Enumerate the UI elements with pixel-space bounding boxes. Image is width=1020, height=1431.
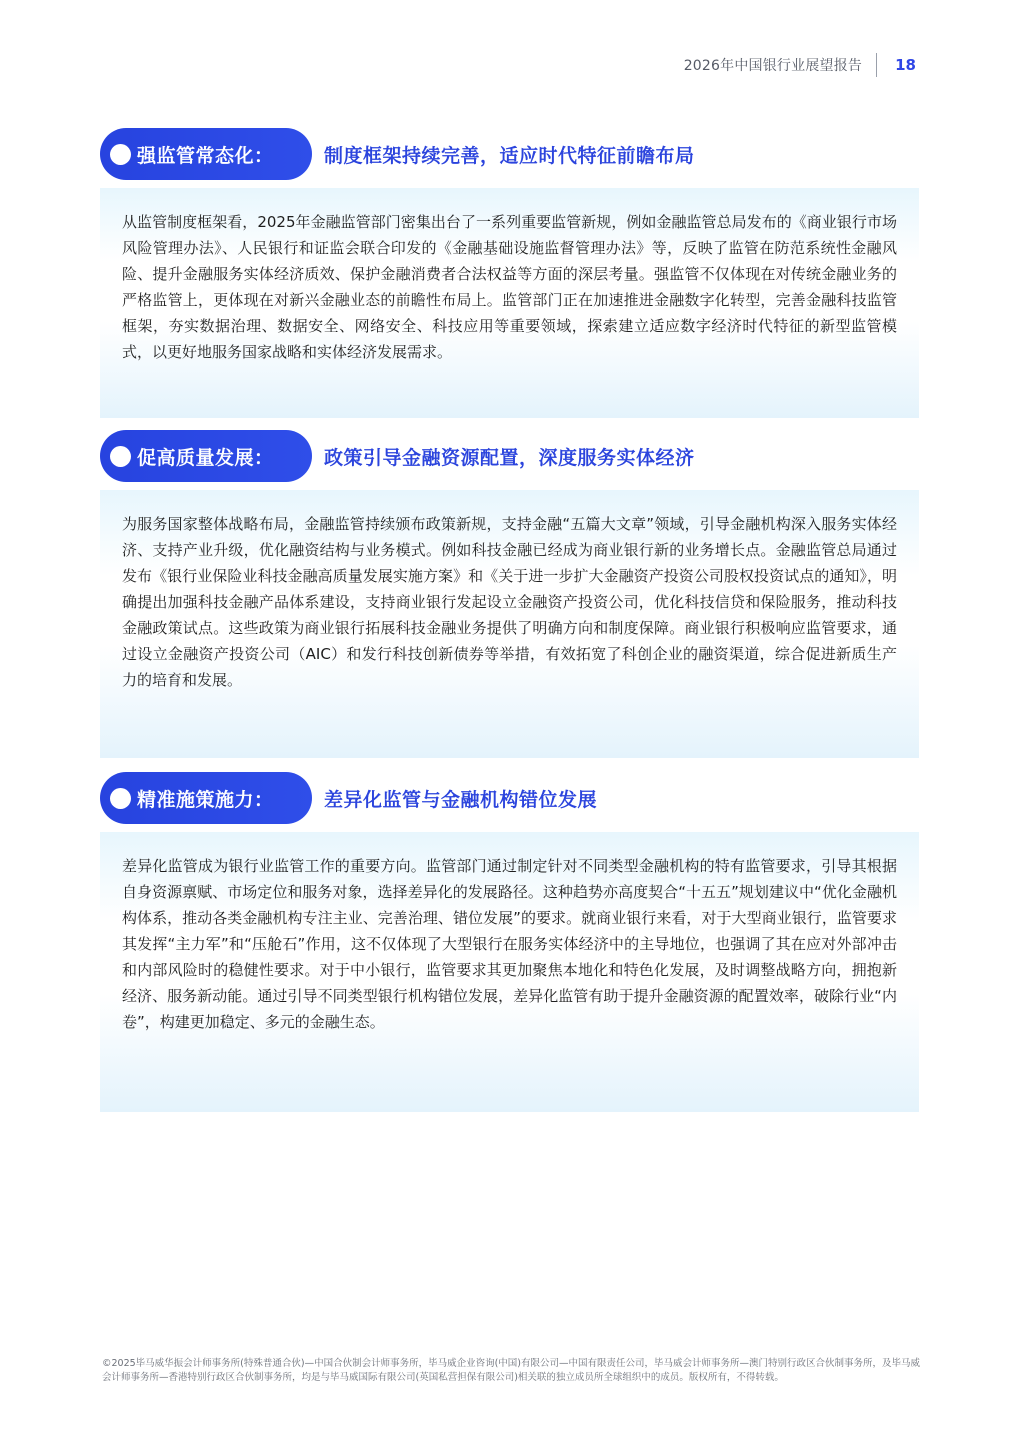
page-number: 18 xyxy=(895,56,916,74)
section-label-pill xyxy=(100,430,312,482)
section-body: 从监管制度框架看，2025年金融监管部门密集出台了一系列重要监管新规，例如金融监管总局发布的《商业银行市场风险管理办法》、人民银行和证监会联合印发的《金融基础设施监督管理办法》等，反映了监管在防范系统性金融风险、提升金融服务实体经济质效、保护金融消费者合法权益等方面的深层考量。强监管不仅体现在对传统金融业务的严格监管上，更体现在对新兴金融业态的前瞻性布局上。监管部门正在加速推进金融数字化转型，完善金融科技监管框架，夯实数据治理、数据安全、网络安全、科技应用等重要领域，探索建立适应数字经济时代特征的新型监管模式，以更好地服务国家战略和实体经济发展需求。 xyxy=(122,213,897,361)
report-title: 2026年中国银行业展望报告 xyxy=(683,58,863,74)
header-divider xyxy=(876,53,877,77)
section-card xyxy=(100,832,919,1112)
section-label-pill xyxy=(100,128,312,180)
bullet-dot-icon xyxy=(110,144,131,165)
copyright-footer: ©2025毕马威华振会计师事务所(特殊普通合伙)—中国合伙制会计师事务所，毕马威企业咨询(中国)有限公司—中国有限责任公司，毕马威会计师事务所—澳门特别行政区合伙制事务所，及毕马威会计师事务所—香港特别行政区合伙制事务所，均是与毕马威国际有限公司(英国私营担保有限公司)相关联的独立成员所全球组织中的成员。版权所有，不得转载。 xyxy=(102,1358,921,1383)
section-high-quality-development xyxy=(100,430,919,758)
section-targeted-policy xyxy=(100,772,919,1112)
section-heading xyxy=(100,128,919,180)
bullet-dot-icon xyxy=(110,446,131,467)
bullet-dot-icon xyxy=(110,788,131,809)
section-card xyxy=(100,188,919,418)
section-body: 差异化监管成为银行业监管工作的重要方向。监管部门通过制定针对不同类型金融机构的特有监管要求，引导其根据自身资源禀赋、市场定位和服务对象，选择差异化的发展路径。这种趋势亦高度契合“十五五”规划建议中“优化金融机构体系，推动各类金融机构专注主业、完善治理、错位发展”的要求。就商业银行来看，对于大型商业银行，监管要求其发挥“主力军”和“压舱石”作用，这不仅体现了大型银行在服务实体经济中的主导地位，也强调了其在应对外部冲击和内部风险时的稳健性要求。对于中小银行，监管要求其更加聚焦本地化和特色化发展，及时调整战略方向，拥抱新经济、服务新动能。通过引导不同类型银行机构错位发展，差异化监管有助于提升金融资源的配置效率，破除行业“内卷”，构建更加稳定、多元的金融生态。 xyxy=(122,857,897,1031)
section-heading xyxy=(100,772,919,824)
section-label: 促高质量发展： xyxy=(137,446,274,469)
section-subtitle: 政策引导金融资源配置，深度服务实体经济 xyxy=(324,446,695,469)
section-body: 为服务国家整体战略布局，金融监管持续颁布政策新规，支持金融“五篇大文章”领域，引导金融机构深入服务实体经济、支持产业升级，优化融资结构与业务模式。例如科技金融已经成为商业银行新的业务增长点。金融监管总局通过发布《银行业保险业科技金融高质量发展实施方案》和《关于进一步扩大金融资产投资公司股权投资试点的通知》，明确提出加强科技金融产品体系建设，支持商业银行发起设立金融资产投资公司，优化科技信贷和保险服务，推动科技金融政策试点。这些政策为商业银行拓展科技金融业务提供了明确方向和制度保障。商业银行积极响应监管要求，通过设立金融资产投资公司（AIC）和发行科技创新债券等举措，有效拓宽了科创企业的融资渠道，综合促进新质生产力的培育和发展。 xyxy=(122,515,897,689)
section-subtitle: 制度框架持续完善，适应时代特征前瞻布局 xyxy=(324,144,695,167)
section-label-pill xyxy=(100,772,312,824)
section-heading xyxy=(100,430,919,482)
section-label: 强监管常态化： xyxy=(137,144,274,167)
section-card xyxy=(100,490,919,758)
section-strong-regulation xyxy=(100,128,919,418)
section-label: 精准施策施力： xyxy=(137,788,274,811)
section-subtitle: 差异化监管与金融机构错位发展 xyxy=(324,788,598,811)
page-header xyxy=(684,52,916,78)
